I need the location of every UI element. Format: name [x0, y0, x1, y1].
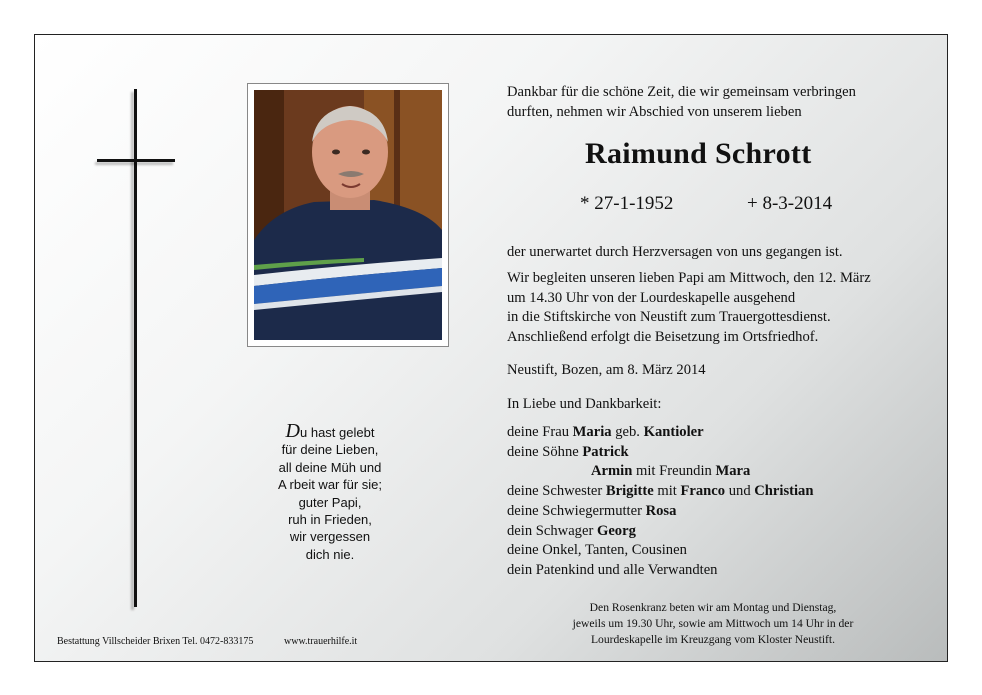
poem-line-5: guter Papi,	[298, 494, 362, 510]
place-date: Neustift, Bozen, am 8. März 2014	[507, 362, 706, 378]
mourner-row: deine Onkel, Tanten, Cousinen	[507, 542, 687, 559]
portrait-frame	[247, 83, 449, 347]
cause-text: der unerwartet durch Herzversagen von uns gegangen ist.	[507, 244, 843, 260]
funeral-line-3: in die Stiftskirche von Neustift zum Trauergottesdienst.	[507, 309, 831, 326]
mourner-row: deine Schwester Brigitte mit Franco und Christian	[507, 483, 814, 500]
funeral-line-2: um 14.30 Uhr von der Lourdeskapelle ausgehend	[507, 289, 796, 306]
deceased-name: Raimund Schrott	[585, 137, 812, 170]
website-link[interactable]: www.trauerhilfe.it	[284, 636, 358, 647]
intro-text	[507, 83, 856, 122]
intro-line-2: durften, nehmen wir Abschied von unserem lieben	[507, 103, 802, 120]
funeral-line-1: Wir begleiten unseren lieben Papi am Mittwoch, den 12. März	[507, 270, 871, 286]
mourner-row: Armin mit Freundin Mara	[591, 463, 751, 480]
funeral-line-4: Anschließend erfolgt die Beisetzung im Ortsfriedhof.	[507, 328, 819, 345]
undertaker-info: Bestattung Villscheider Brixen Tel. 0472-833175	[57, 636, 254, 647]
death-date: + 8-3-2014	[747, 193, 833, 214]
portrait-photo	[254, 90, 442, 340]
birth-date: * 27-1-1952	[580, 193, 674, 214]
mourner-row: deine Frau Maria geb. Kantioler	[507, 424, 704, 440]
obituary-card	[34, 34, 948, 662]
mourner-row: deine Söhne Patrick	[507, 443, 629, 460]
poem-line-4: A rbeit war für sie;	[277, 477, 383, 493]
cross-horizontal-beam	[97, 159, 175, 162]
mourner-row: deine Schwiegermutter Rosa	[507, 502, 677, 519]
rosary-line-2: jeweils um 19.30 Uhr, sowie am Mittwoch um 14 Uhr in der	[572, 616, 854, 630]
rosary-note	[519, 600, 907, 647]
mourner-row: dein Patenkind und alle Verwandten	[507, 561, 718, 578]
intro-line-1: Dankbar für die schöne Zeit, die wir gemeinsam verbringen	[507, 84, 856, 100]
portrait-illustration	[254, 90, 442, 340]
poem-line-8: dich nie.	[305, 546, 355, 562]
rosary-line-3: Lourdeskapelle im Kreuzgang vom Kloster Neustift.	[590, 632, 836, 646]
poem-initial: D	[285, 420, 300, 442]
memorial-poem	[235, 420, 425, 563]
rosary-line-1: Den Rosenkranz beten wir am Montag und Dienstag,	[589, 601, 837, 614]
poem-line-1: Du hast gelebt	[285, 420, 375, 442]
mourners-list	[507, 423, 813, 581]
cross-vertical-beam	[134, 89, 137, 607]
poem-line-2: für deine Lieben,	[281, 442, 379, 458]
poem-line-6: ruh in Frieden,	[288, 512, 372, 528]
poem-line-3: all deine Müh und	[278, 459, 382, 475]
closing-text: In Liebe und Dankbarkeit:	[507, 396, 662, 412]
funeral-text	[507, 269, 871, 347]
poem-line-7: wir vergessen	[289, 529, 371, 545]
mourner-row: dein Schwager Georg	[507, 522, 636, 539]
